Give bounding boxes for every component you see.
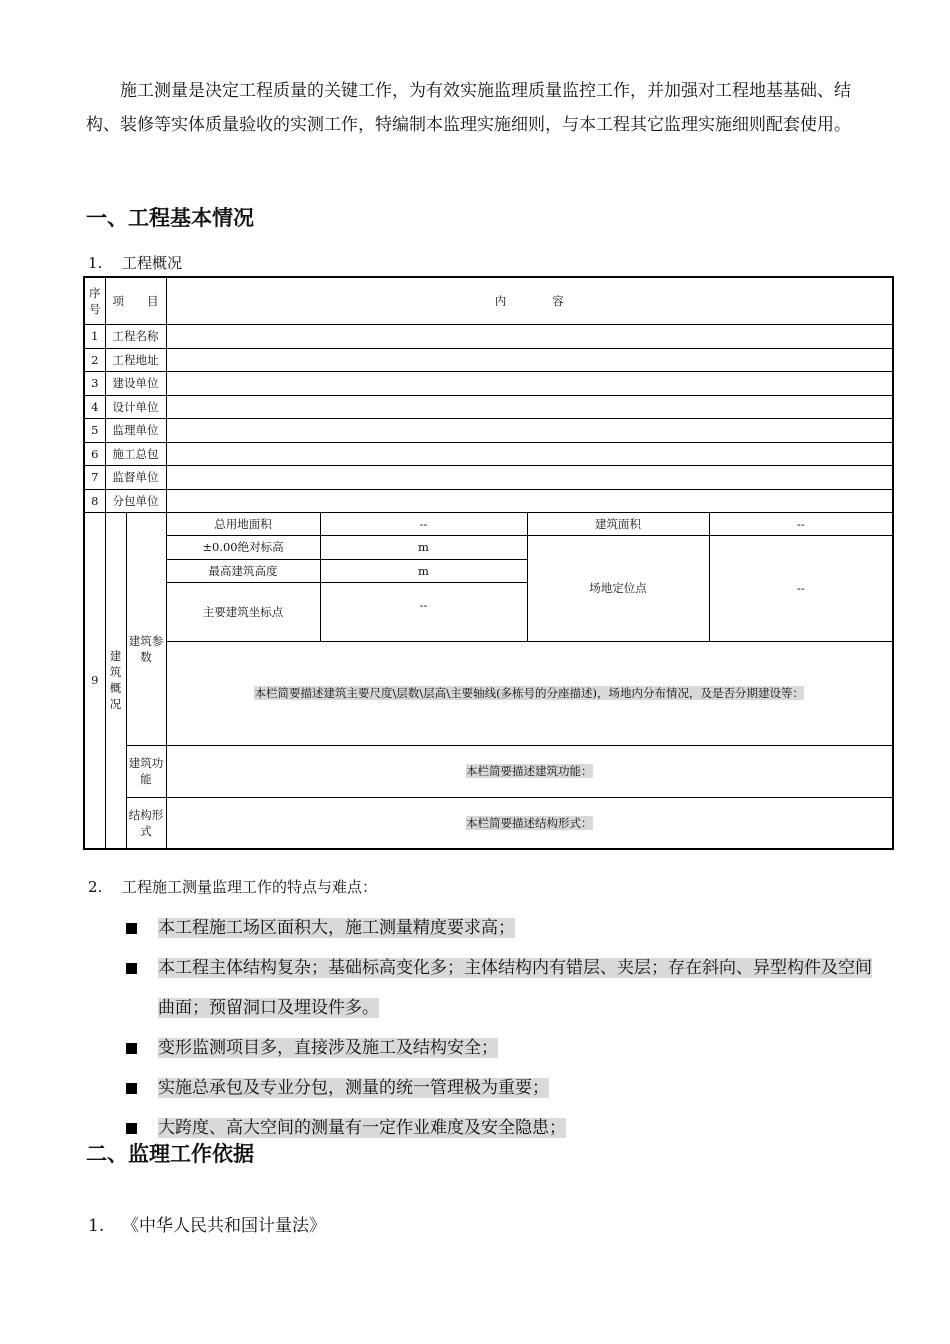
list-item-text: 实施总承包及专业分包，测量的统一管理极为重要； <box>158 1078 549 1098</box>
project-overview-table <box>83 276 894 850</box>
row-label: 分包单位 <box>105 489 166 512</box>
row-label: 工程名称 <box>105 324 166 348</box>
square-bullet-icon <box>126 963 137 974</box>
row-content <box>166 418 893 442</box>
row-content <box>166 465 893 489</box>
max-height-label: 最高建筑高度 <box>166 559 320 582</box>
building-desc-row <box>84 641 893 745</box>
abs-elevation-unit: m <box>320 535 527 559</box>
row-content <box>166 395 893 418</box>
header-seq: 序号 <box>84 277 105 324</box>
row-seq: 3 <box>84 371 105 395</box>
row-content <box>166 371 893 395</box>
row-label: 监督单位 <box>105 465 166 489</box>
building-params-row <box>84 535 893 559</box>
row-content <box>166 489 893 512</box>
table-row <box>84 348 893 371</box>
list-item <box>126 1028 876 1068</box>
row-label: 建设单位 <box>105 371 166 395</box>
building-area-label: 建筑面积 <box>527 512 709 535</box>
structure-form-row <box>84 797 893 849</box>
table-header-row <box>84 277 893 324</box>
row-label: 施工总包 <box>105 442 166 465</box>
difficulty-list <box>126 908 876 1148</box>
row-seq: 8 <box>84 489 105 512</box>
basis-item-number: 1. <box>88 1216 105 1236</box>
table-row <box>84 418 893 442</box>
row-label: 监理单位 <box>105 418 166 442</box>
table-row <box>84 395 893 418</box>
section-1-title: 一、工程基本情况 <box>86 206 254 230</box>
structure-form-cell <box>166 797 893 849</box>
list-item-text: 本工程施工场区面积大，施工测量精度要求高； <box>158 918 515 938</box>
row-label: 工程地址 <box>105 348 166 371</box>
section-2-title: 二、监理工作依据 <box>86 1142 254 1166</box>
list-item <box>126 948 876 1028</box>
building-function-row <box>84 745 893 797</box>
list-item-text: 变形监测项目多，直接涉及施工及结构安全； <box>158 1038 498 1058</box>
header-item: 项 目 <box>105 277 166 324</box>
max-height-unit: m <box>320 559 527 582</box>
building-desc-note: 本栏简要描述建筑主要尺度\层数\层高\主要轴线(多栋号的分座描述)，场地内分布情况，及是否分期建设等： <box>254 686 805 700</box>
coordinate-value: -- <box>320 582 527 641</box>
building-function-label: 建筑功能 <box>126 745 166 797</box>
row-content <box>166 324 893 348</box>
structure-form-note: 本栏简要描述结构形式： <box>466 815 593 830</box>
row-seq: 4 <box>84 395 105 418</box>
row-seq: 6 <box>84 442 105 465</box>
subsection-1-title <box>88 252 182 273</box>
table-row <box>84 442 893 465</box>
table-row <box>84 489 893 512</box>
row-seq: 2 <box>84 348 105 371</box>
square-bullet-icon <box>126 1043 137 1054</box>
site-point-value: -- <box>709 535 893 641</box>
subsection-2-title <box>88 876 377 897</box>
table-row <box>84 465 893 489</box>
table-row <box>84 324 893 348</box>
list-item <box>126 908 876 948</box>
row-label: 设计单位 <box>105 395 166 418</box>
square-bullet-icon <box>126 923 137 934</box>
building-params-label: 建筑参数 <box>126 512 166 745</box>
building-overview-label: 建筑概况 <box>105 512 126 849</box>
coordinate-label: 主要建筑坐标点 <box>166 582 320 641</box>
square-bullet-icon <box>126 1123 137 1134</box>
row-seq: 5 <box>84 418 105 442</box>
building-area-value: -- <box>709 512 893 535</box>
structure-form-label: 结构形式 <box>126 797 166 849</box>
row-9-seq: 9 <box>84 512 105 849</box>
total-area-label: 总用地面积 <box>166 512 320 535</box>
row-content <box>166 348 893 371</box>
subsection-2-text: 工程施工测量监理工作的特点与难点： <box>122 878 378 896</box>
row-seq: 1 <box>84 324 105 348</box>
table-row <box>84 371 893 395</box>
square-bullet-icon <box>126 1083 137 1094</box>
row-content <box>166 442 893 465</box>
total-area-value: -- <box>320 512 527 535</box>
site-point-label: 场地定位点 <box>527 535 709 641</box>
intro-paragraph: 施工测量是决定工程质量的关键工作，为有效实施监理质量监控工作，并加强对工程地基基础、结构、装修等实体质量验收的实测工作，特编制本监理实施细则，与本工程其它监理实施细则配套使用。 <box>86 81 851 135</box>
subsection-2-number: 2. <box>88 878 103 896</box>
list-item <box>126 1068 876 1108</box>
list-item-text: 本工程主体结构复杂；基础标高变化多；主体结构内有错层、夹层；存在斜向、异型构件及空间曲面；预留洞口及埋设件多。 <box>158 958 872 1018</box>
row-seq: 7 <box>84 465 105 489</box>
header-content: 内 容 <box>166 277 893 324</box>
building-function-cell <box>166 745 893 797</box>
subsection-1-number: 1. <box>88 254 103 272</box>
basis-item-text: 《中华人民共和国计量法》 <box>122 1216 326 1236</box>
building-params-row <box>84 512 893 535</box>
abs-elevation-label: ±0.00绝对标高 <box>166 535 320 559</box>
building-desc-cell <box>166 641 893 745</box>
basis-item <box>88 1211 326 1236</box>
subsection-1-text: 工程概况 <box>122 254 183 272</box>
list-item-text: 大跨度、高大空间的测量有一定作业难度及安全隐患； <box>158 1118 566 1138</box>
building-function-note: 本栏简要描述建筑功能： <box>466 764 593 778</box>
